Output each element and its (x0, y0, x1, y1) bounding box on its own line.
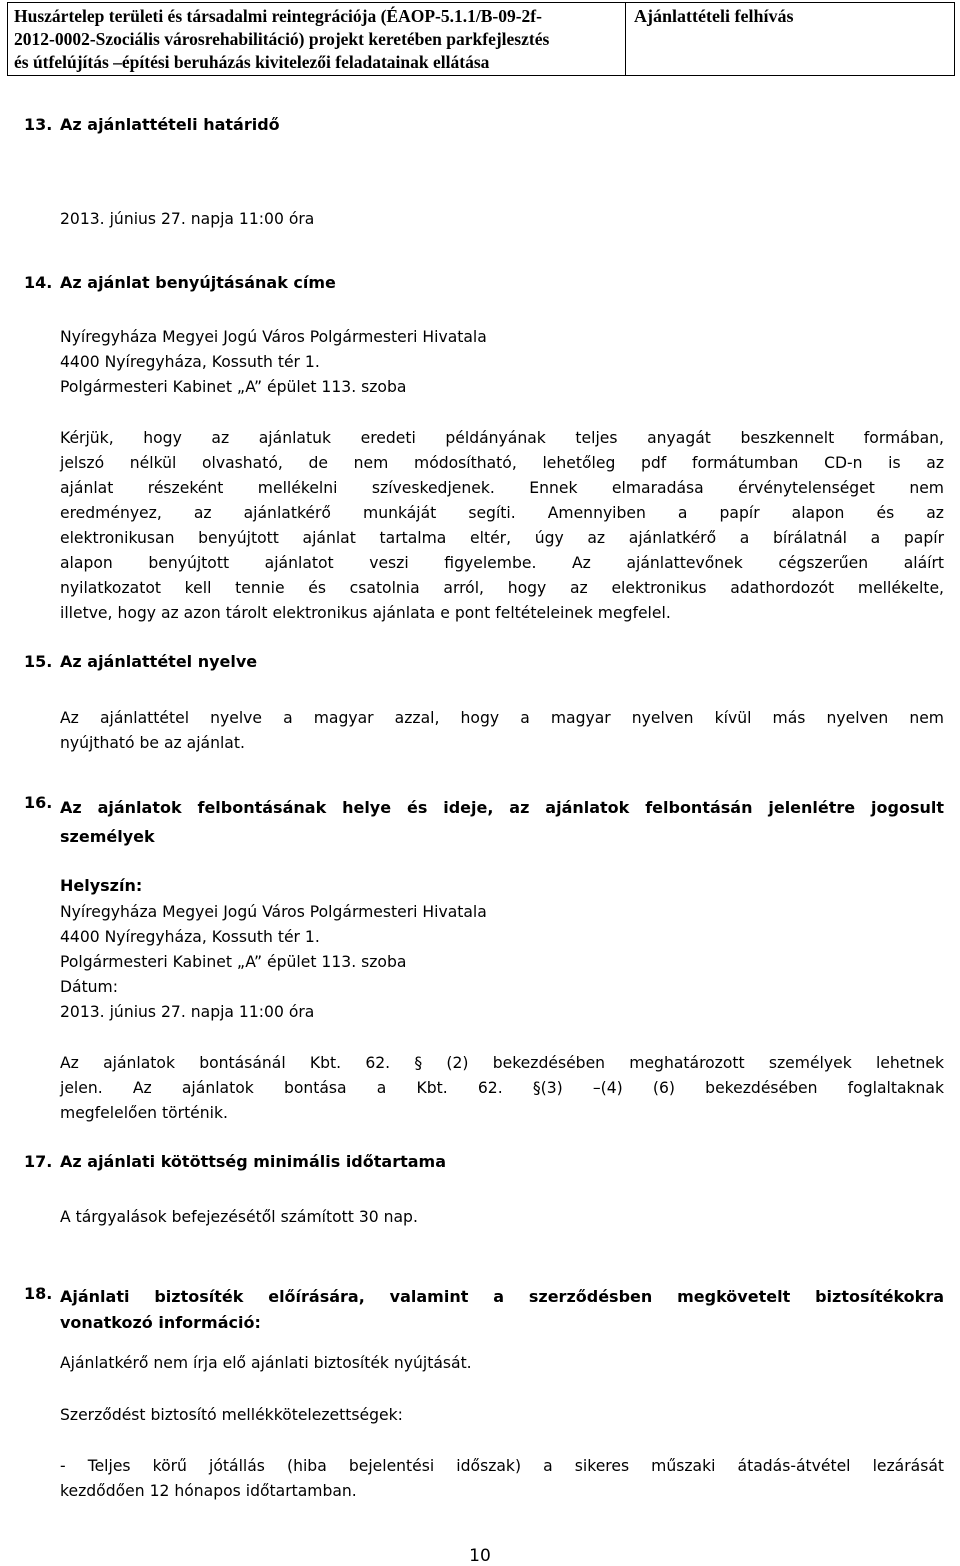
title-line: Ajánlati biztosíték előírására, valamint a szerződésben megkövetelt biztosítékokra (60, 1287, 944, 1306)
address-line: 4400 Nyíregyháza, Kossuth tér 1. (60, 353, 320, 371)
section-13-title: Az ajánlattételi határidő (60, 115, 280, 134)
title-line: vonatkozó információ: (60, 1313, 261, 1332)
section-13-number: 13. (24, 115, 53, 134)
header-line: 2012-0002-Szociális városrehabilitáció) projekt keretében parkfejlesztés (14, 29, 550, 49)
section-18-title (60, 1284, 944, 1336)
paragraph-line: alapon benyújtott ajánlatot veszi figyelembe. Az ajánlattevőnek cégszerűen aláírt (60, 554, 944, 572)
section-17-title: Az ajánlati kötöttség minimális időtartama (60, 1152, 446, 1171)
address-line: Polgármesteri Kabinet „A” épület 113. szoba (60, 378, 407, 396)
section-14-address (60, 325, 944, 400)
section-14-paragraph (60, 426, 944, 626)
page-number: 10 (469, 1546, 491, 1566)
section-13-deadline: 2013. június 27. napja 11:00 óra (60, 210, 315, 228)
title-line: Az ajánlatok felbontásának helye és ideje, az ajánlatok felbontásán jelenlétre jogosult (60, 798, 944, 817)
paragraph-line: nyújtható be az ajánlat. (60, 734, 245, 752)
header-project-title (8, 3, 626, 75)
section-18-list-item (60, 1454, 944, 1504)
paragraph-line: jelszó nélkül olvasható, de nem módosítható, lehetőleg pdf formátumban CD-n is az (60, 454, 944, 472)
paragraph-line: eredményez, az ajánlatkérő munkáját segíti. Amennyiben a papír alapon és az (60, 504, 944, 522)
paragraph-line: Az ajánlatok bontásánál Kbt. 62. § (2) bekezdésében meghatározott személyek lehetnek (60, 1054, 944, 1072)
section-18-text-2: Szerződést biztosító mellékkötelezettségek: (60, 1406, 403, 1424)
paragraph-line: Kérjük, hogy az ajánlatuk eredeti példányának teljes anyagát beszkennelt formában, (60, 429, 944, 447)
section-18-number: 18. (24, 1284, 53, 1303)
section-18-text-1: Ajánlatkérő nem írja elő ajánlati biztosíték nyújtását. (60, 1354, 472, 1372)
header-line: és útfelújítás –építési beruházás kivitelezői feladatainak ellátása (14, 52, 490, 72)
section-16-number: 16. (24, 793, 53, 812)
paragraph-line: jelen. Az ajánlatok bontása a Kbt. 62. §(3) –(4) (6) bekezdésében foglaltaknak (60, 1079, 944, 1097)
paragraph-line: ajánlat részeként mellékelni szíveskedjenek. Ennek elmaradása érvénytelenséget nem (60, 479, 944, 497)
date-label: Dátum: (60, 978, 119, 996)
section-15-number: 15. (24, 652, 53, 671)
section-17-text: A tárgyalások befejezésétől számított 30 nap. (60, 1208, 418, 1226)
page-header (7, 2, 955, 76)
section-14-number: 14. (24, 273, 53, 292)
paragraph-line: Az ajánlattétel nyelve a magyar azzal, hogy a magyar nyelven kívül más nyelven nem (60, 709, 944, 727)
paragraph-line: illetve, hogy az azon tárolt elektronikus ajánlata e pont feltételeinek megfelel. (60, 604, 671, 622)
section-15-title: Az ajánlattétel nyelve (60, 652, 258, 671)
section-15-paragraph (60, 706, 944, 756)
list-line: kezdődően 12 hónapos időtartamban. (60, 1482, 357, 1500)
address-line: Nyíregyháza Megyei Jogú Város Polgármesteri Hivatala (60, 328, 487, 346)
date-value: 2013. június 27. napja 11:00 óra (60, 1003, 315, 1021)
title-line: személyek (60, 827, 155, 846)
address-line: Nyíregyháza Megyei Jogú Város Polgármesteri Hivatala (60, 903, 487, 921)
paragraph-line: elektronikusan benyújtott ajánlat tartalma eltér, úgy az ajánlatkérő a bírálatnál a papír (60, 529, 944, 547)
address-line: 4400 Nyíregyháza, Kossuth tér 1. (60, 928, 320, 946)
section-16-title (60, 793, 944, 851)
section-16-paragraph (60, 1051, 944, 1126)
address-line: Polgármesteri Kabinet „A” épület 113. szoba (60, 953, 407, 971)
section-17-number: 17. (24, 1152, 53, 1171)
list-line: - Teljes körű jótállás (hiba bejelentési időszak) a sikeres műszaki átadás-átvétel lezárását (60, 1457, 944, 1475)
header-document-type: Ajánlattételi felhívás (634, 6, 794, 26)
paragraph-line: megfelelően történik. (60, 1104, 228, 1122)
section-14-title: Az ajánlat benyújtásának címe (60, 273, 336, 292)
paragraph-line: nyilatkozatot kell tennie és csatolnia arról, hogy az elektronikus adathordozót mellékelte, (60, 579, 944, 597)
place-label: Helyszín: (60, 876, 143, 895)
header-line: Huszártelep területi és társadalmi reintegrációja (ÉAOP-5.1.1/B-09-2f- (14, 6, 542, 26)
section-16-place (60, 900, 944, 1025)
